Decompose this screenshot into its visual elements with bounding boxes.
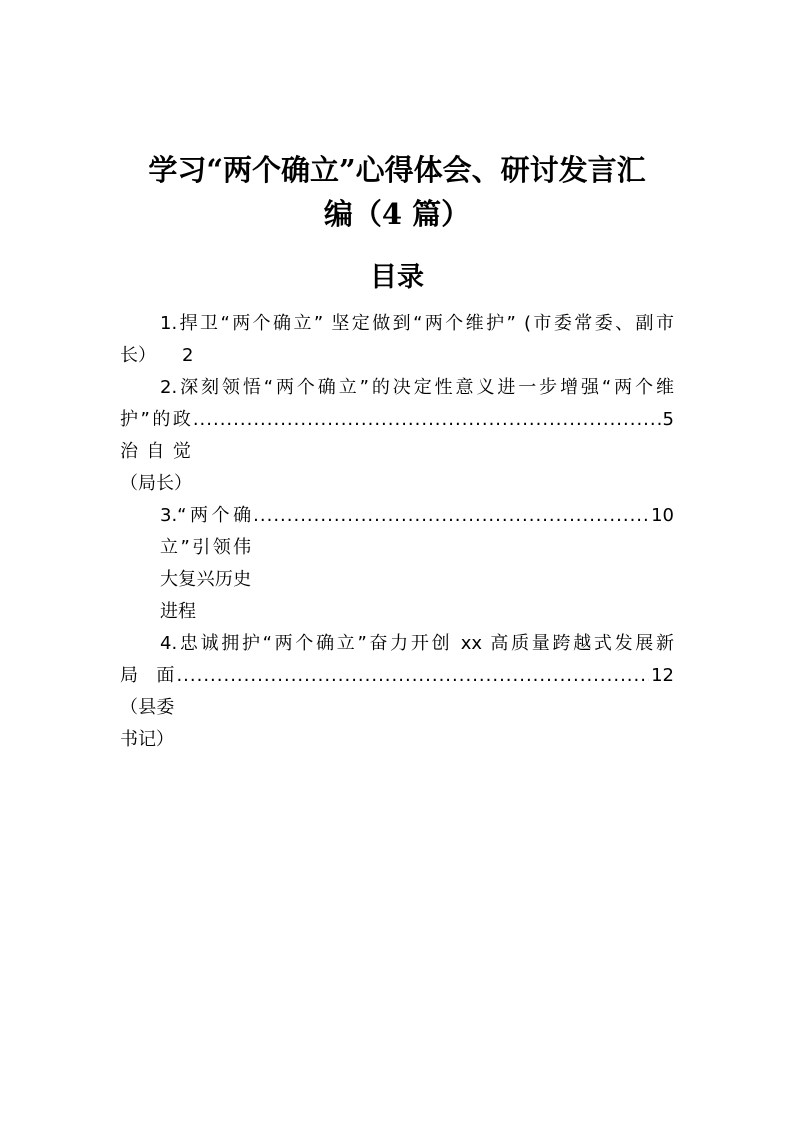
toc-entry-3[interactable] xyxy=(120,500,674,628)
document-title xyxy=(120,148,674,236)
toc-entry-title-line2 xyxy=(120,340,674,372)
toc-heading: 目录 xyxy=(370,262,424,293)
toc-entry-leader-row xyxy=(120,404,674,500)
toc-entry-1[interactable] xyxy=(120,308,674,372)
toc-entry-title-line2: 护”的政治自觉（局长） xyxy=(120,409,192,494)
toc-entry-title-line1: 2.深刻领悟“两个确立”的决定性意义进一步增强“两个维 xyxy=(160,377,674,398)
document-title-line2: 编（4 篇） xyxy=(323,197,471,231)
toc-entry-title-line1: 1.捍卫“两个确立” 坚定做到“两个维护” (市委常委、副市 xyxy=(160,313,674,334)
document-title-line1: 学习“两个确立”心得体会、研讨发言汇 xyxy=(148,153,646,187)
toc-entry-page-number: 10 xyxy=(651,505,674,526)
toc-entry-page-number: 12 xyxy=(651,665,674,686)
toc-entry-page-number: 2 xyxy=(182,345,194,366)
toc-entry-title-line1: 3.“两个确立”引领伟大复兴历史进程 xyxy=(160,505,252,622)
dot-leader xyxy=(176,660,649,692)
toc-entry-title-line1: 4.忠诚拥护“两个确立”奋力开创 xx 高质量跨越式发展新 xyxy=(160,633,674,654)
toc-entry-4[interactable] xyxy=(120,628,674,756)
dot-leader xyxy=(253,500,649,532)
toc-entry-title-line2: 局面（县委书记） xyxy=(120,665,175,750)
toc-entry-title-line2-text: 长） xyxy=(120,345,156,366)
toc-entry-2[interactable] xyxy=(120,372,674,500)
table-of-contents xyxy=(120,308,674,756)
toc-entry-page-number: 5 xyxy=(662,409,674,430)
dot-leader xyxy=(193,404,661,436)
toc-entry-leader-row xyxy=(120,660,674,756)
